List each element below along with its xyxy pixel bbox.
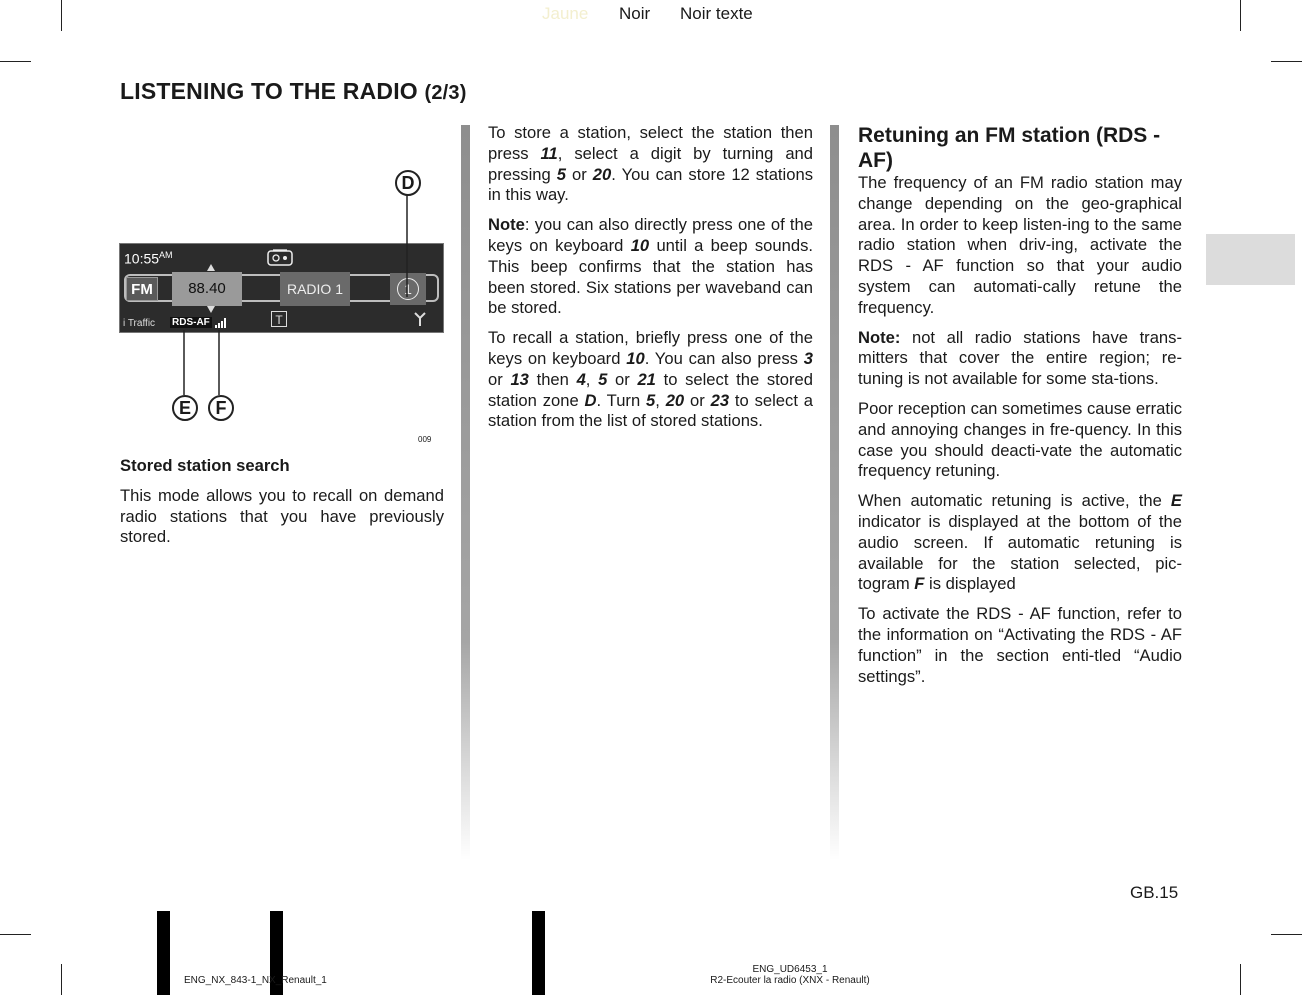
column-divider-2	[830, 125, 839, 860]
clock: $10:55^{AM}$	[124, 250, 173, 267]
crop-mark	[1240, 0, 1241, 31]
retuning-note: Note: not all radio stations have trans-mitters that cover the entire region; re-tuning is not available for some sta-tions.	[858, 327, 1182, 389]
callout-f: F	[208, 395, 234, 421]
retuning-indicator: When automatic retuning is active, the E indicator is displayed at the bottom of the audio screen. If automatic retuning is available for the station selected, pic-togram F is displayed	[858, 491, 1182, 594]
callout-lines	[170, 190, 420, 405]
column-divider-1	[461, 125, 470, 860]
note-paragraph: Note: you can also directly press one of the keys on keyboard 10 until a beep sounds. This beep confirms that the station has been stored. Six stations per waveband can be stored.	[488, 215, 813, 318]
crop-mark	[61, 0, 62, 31]
frequency-display: 88.40	[172, 272, 242, 306]
crop-mark	[1271, 934, 1302, 935]
footer-bar	[532, 911, 545, 995]
right-column	[858, 123, 1182, 696]
traffic-label: i Traffic	[123, 318, 156, 329]
crop-mark	[61, 964, 62, 995]
crop-mark	[0, 61, 31, 62]
retuning-intro: The frequency of an FM radio station may change depending on the geo-graphical area. In order to keep listen-ing to the same radio station when driv-ing, activate the RDS - AF function so that your audio system can automati-cally retune the frequency.	[858, 173, 1182, 317]
crop-mark	[1271, 61, 1302, 62]
retuning-reception: Poor reception can sometimes cause erratic and annoying changes in fre-quency. In this case you should deacti-vate the automatic frequency retuning.	[858, 398, 1182, 481]
callout-e: E	[172, 395, 198, 421]
preset-name-display: RADIO 1	[280, 272, 350, 306]
middle-column	[488, 123, 813, 441]
recall-station-paragraph: To recall a station, briefly press one of the keys on keyboard 10. You can also press 3 or 13 then 4, 5 or 21 to select the stored station zone D. Turn 5, 20 or 23 to select a station from the list of stored stations.	[488, 328, 814, 431]
t-icon: T	[271, 311, 287, 327]
page-title	[120, 78, 467, 105]
store-station-paragraph: To store a station, select the station then press 11, select a digit by turning and pressing 5 or 20. You can store 12 stations in this way.	[488, 123, 813, 205]
ink-label-noir-texte: Noir texte	[680, 4, 753, 23]
ink-label-jaune: Jaune	[542, 4, 589, 23]
stored-station-body: This mode allows you to recall on demand radio stations that you have previously stored.	[120, 485, 444, 547]
crop-mark	[1240, 964, 1241, 995]
rds-af-indicator: RDS-AF	[172, 317, 210, 328]
stored-station-heading: Stored station search	[120, 456, 290, 475]
ink-label-noir: Noir	[619, 4, 651, 23]
footer-right-code: ENG_UD6453_1 R2-Ecouter la radio (XNX - Renault)	[710, 964, 870, 986]
footer-bar	[157, 911, 170, 995]
retuning-activate: To activate the RDS - AF function, refer to the information on “Activating the RDS - AF function” in the section enti-tled “Audio settings”.	[858, 604, 1182, 686]
preset-number-display: 1	[390, 273, 426, 305]
retuning-heading: Retuning an FM station (RDS - AF)	[858, 124, 1161, 172]
title-part: (2/3)	[424, 82, 467, 104]
callout-d: D	[395, 170, 421, 196]
chapter-tab	[1206, 234, 1295, 285]
band-indicator: FM	[126, 277, 158, 301]
footer-left-code: ENG_NX_843-1_NX_Renault_1	[184, 975, 327, 986]
page-number: GB.15	[1130, 883, 1179, 902]
title-main: LISTENING TO THE RADIO	[120, 78, 418, 104]
crop-mark	[0, 934, 31, 935]
left-column	[120, 456, 444, 557]
figure-ref: 009	[418, 435, 432, 444]
